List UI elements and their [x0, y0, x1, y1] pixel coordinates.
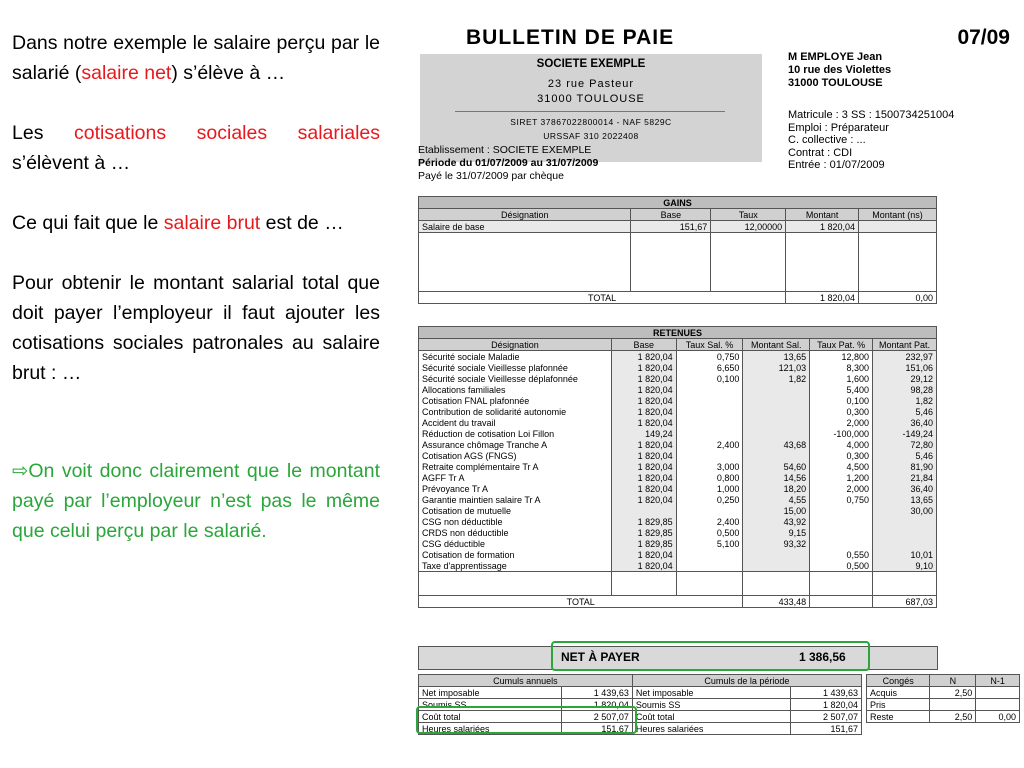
- net-salary-paragraph: Dans notre exemple le salaire perçu par le salarié (salaire net) s’élève à …: [12, 32, 380, 84]
- employee-details: Matricule : 3 SS : 1500734251004 Emploi : Préparateur C. collective : ... Contrat : CDI Entrée : 01/07/2009: [788, 109, 955, 171]
- payslip-period: 07/09: [957, 26, 1010, 49]
- table-row: Cotisation de formation 1 820,04 0,550 10,01: [419, 549, 937, 560]
- table-row: Sécurité sociale Maladie 1 820,04 0,750 13,65 12,800 232,97: [419, 351, 937, 363]
- table-row: Accident du travail 1 820,04 2,000 36,40: [419, 417, 937, 428]
- net-highlight: [551, 641, 870, 671]
- retenues-total-row: TOTAL 433,48 687,03: [419, 596, 937, 608]
- retenues-table: RETENUES Désignation Base Taux Sal. % Montant Sal. Taux Pat. % Montant Pat. Sécurité sociale Maladie 1 820,04 0,750 13,65 12,800 232,97 Sécurité sociale Vieillesse plafonnée 1 820,04 6,650 121,03 8,300 151,06 Sécurité sociale Vieillesse déplafonnée 1 820,04 0,100 1,82 1,600 29,12 Allocations familiales 1 820,04 5,400 98,28 Cotisation FNAL plafonnée 1 820,04 0,100 1,82 Contribution de solidarité autonomie 1 820,04 0,300 5,46 Accident du travail 1 820,04 2,000 36,40 Réduction de cotisation Loi Fillon 149,24 -100,000 -149,24 Assurance chômage Tranche A 1 820,04 2,400 43,68 4,000 72,80 Cotisation AGS (FNGS) 1 820,04 0,300 5,46 Retraite complémentaire Tr A 1 820,04 3,000 54,60 4,500 81,90 AGFF Tr A 1 820,04 0,800 14,56 1,200 21,84 Prévoyance Tr A 1 820,04 1,000 18,20 2,000 36,40 Garantie maintien salaire Tr A 1 820,04 0,250 4,55 0,750 13,65 Cotisation de mutuelle 15,00 30,00 CSG non déductible 1 829,85 2,400 43,92 CRDS non déductible 1 829,85 0,500 9,15 CSG déductible 1 829,85 5,100 93,32 Cotisation de formation 1 820,04 0,550 10,01 Taxe d'apprentissage 1 820,04 0,500 9,10 TOTAL 433,48 687,03: [418, 326, 937, 608]
- net-to-pay-value: 1 386,56: [799, 650, 846, 664]
- table-row: Contribution de solidarité autonomie 1 820,04 0,300 5,46: [419, 406, 937, 417]
- table-row: Pris: [867, 699, 1020, 711]
- table-row: CRDS non déductible 1 829,85 0,500 9,15: [419, 527, 937, 538]
- employee-address: M EMPLOYE Jean 10 rue des Violettes 31000 TOULOUSE: [788, 51, 892, 89]
- conges-table: Congés N N-1 Acquis 2,50 Pris Reste 2,50 0,00: [866, 674, 1020, 723]
- table-row: CSG non déductible 1 829,85 2,400 43,92: [419, 516, 937, 527]
- table-row: Acquis 2,50: [867, 687, 1020, 699]
- company-name: SOCIETE EXEMPLE: [536, 58, 646, 70]
- table-row: Réduction de cotisation Loi Fillon 149,24 -100,000 -149,24: [419, 428, 937, 439]
- table-row: Taxe d'apprentissage 1 820,04 0,500 9,10: [419, 560, 937, 572]
- payslip: [416, 26, 1020, 748]
- cumuls-table: Cumuls annuels Cumuls de la période Net imposable 1 439,63 Net imposable 1 439,63 Soumis SS 1 820,04 Soumis SS 1 820,04 Coût total 2 507,07 Coût total 2 507,07 Heures salariées 151,67 Heures salariées 151,67: [418, 674, 862, 735]
- establishment-info: Etablissement : SOCIETE EXEMPLE Période du 01/07/2009 au 31/07/2009 Payé le 31/07/2009 par chèque: [418, 144, 599, 182]
- payslip-title: BULLETIN DE PAIE: [466, 26, 675, 49]
- company-siret: SIRET 37867022800014 - NAF 5829C: [510, 117, 672, 127]
- gains-total-row: TOTAL 1 820,04 0,00: [419, 292, 937, 304]
- table-row: AGFF Tr A 1 820,04 0,800 14,56 1,200 21,84: [419, 472, 937, 483]
- table-row: CSG déductible 1 829,85 5,100 93,32: [419, 538, 937, 549]
- divider: [455, 111, 725, 112]
- company-city: 31000 TOULOUSE: [537, 93, 645, 105]
- conclusion-paragraph: ⇨On voit donc clairement que le montant payé par l’employeur n’est pas le même que celui perçu par le salarié.: [12, 460, 380, 542]
- table-row: Net imposable 1 439,63 Net imposable 1 439,63: [419, 687, 862, 699]
- table-row: Sécurité sociale Vieillesse déplafonnée 1 820,04 0,100 1,82 1,600 29,12: [419, 373, 937, 384]
- retenues-caption: RETENUES: [419, 327, 937, 339]
- company-urssaf: URSSAF 310 2022408: [543, 131, 639, 141]
- table-row: Prévoyance Tr A 1 820,04 1,000 18,20 2,000 36,40: [419, 483, 937, 494]
- table-row: Assurance chômage Tranche A 1 820,04 2,400 43,68 4,000 72,80: [419, 439, 937, 450]
- arrow-right-icon: ⇨: [12, 460, 29, 482]
- table-row: Sécurité sociale Vieillesse plafonnée 1 820,04 6,650 121,03 8,300 151,06: [419, 362, 937, 373]
- table-row: Reste 2,50 0,00: [867, 711, 1020, 723]
- employee-contributions-paragraph: Les cotisations sociales salariales s’élèvent à …: [12, 122, 380, 174]
- salaire-net-term: salaire net: [81, 62, 172, 84]
- table-row: Cotisation de mutuelle 15,00 30,00: [419, 505, 937, 516]
- net-to-pay-label: NET À PAYER: [561, 650, 640, 664]
- table-row: Soumis SS 1 820,04 Soumis SS 1 820,04: [419, 699, 862, 711]
- table-row: Retraite complémentaire Tr A 1 820,04 3,000 54,60 4,500 81,90: [419, 461, 937, 472]
- employer-cost-paragraph: Pour obtenir le montant salarial total que doit payer l’employeur il faut ajouter les cotisations sociales patronales au salaire brut : …: [12, 272, 380, 384]
- table-row: Cotisation FNAL plafonnée 1 820,04 0,100 1,82: [419, 395, 937, 406]
- table-row: Salaire de base 151,67 12,00000 1 820,04: [419, 221, 937, 233]
- table-row: Cotisation AGS (FNGS) 1 820,04 0,300 5,46: [419, 450, 937, 461]
- company-street: 23 rue Pasteur: [547, 78, 635, 90]
- explanation-text: [12, 28, 380, 576]
- salaire-brut-term: salaire brut: [163, 212, 261, 234]
- table-row: Allocations familiales 1 820,04 5,400 98,28: [419, 384, 937, 395]
- cotisations-term: cotisations sociales salariales: [73, 122, 380, 144]
- table-row: Coût total 2 507,07 Coût total 2 507,07: [419, 711, 862, 723]
- table-row: Garantie maintien salaire Tr A 1 820,04 0,250 4,55 0,750 13,65: [419, 494, 937, 505]
- cost-highlight: [416, 706, 637, 734]
- table-row: Heures salariées 151,67 Heures salariées 151,67: [419, 723, 862, 735]
- gains-caption: GAINS: [419, 197, 937, 209]
- gains-table: GAINS Désignation Base Taux Montant Montant (ns) Salaire de base 151,67 12,00000 1 820,04 TOTAL 1 820,04 0,00: [418, 196, 937, 304]
- gross-salary-paragraph: Ce qui fait que le salaire brut est de …: [12, 212, 344, 234]
